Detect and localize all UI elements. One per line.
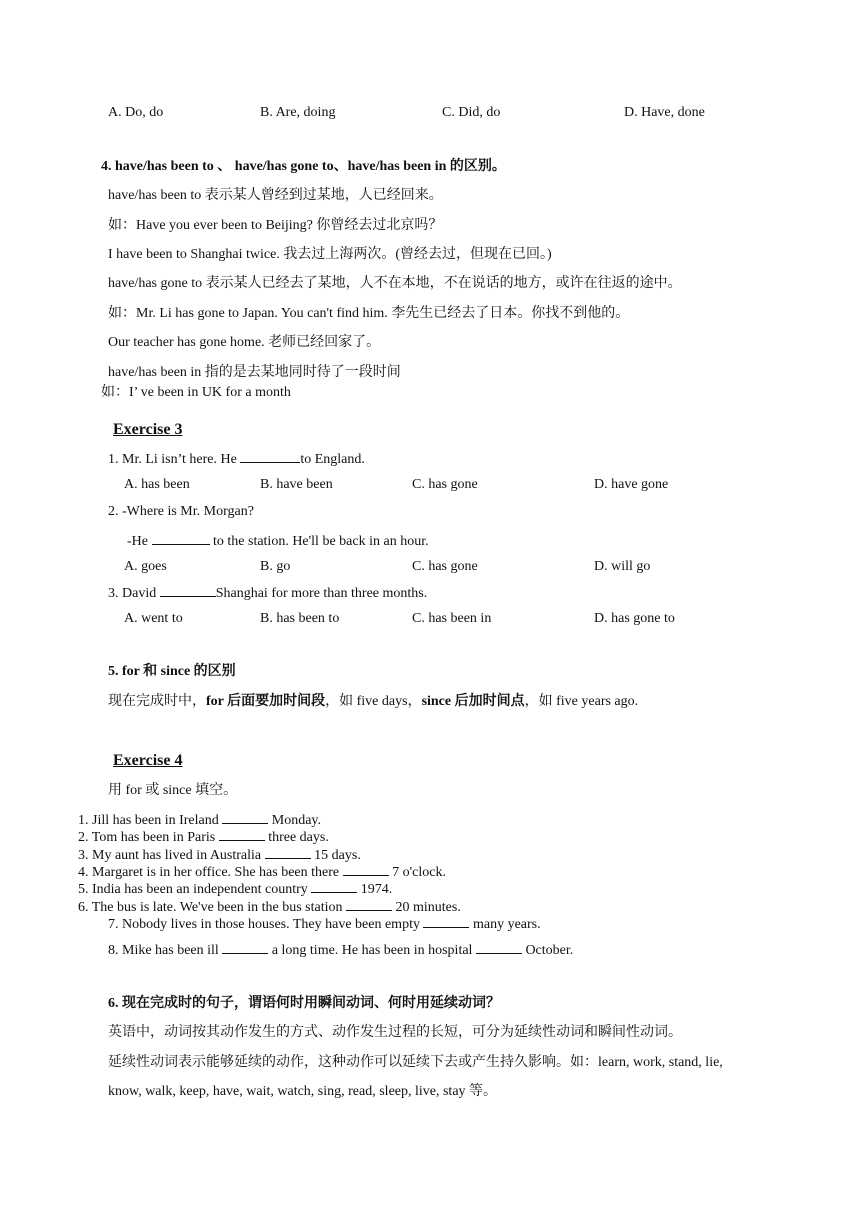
item-text: 3. My aunt has lived in Australia [78, 848, 265, 863]
q1-text-a: 1. Mr. Li isn’t here. He [108, 452, 241, 467]
section6-line: know, walk, keep, have, wait, watch, sing, read, sleep, live, stay 等。 [108, 1084, 498, 1099]
q2-option-d: D. will go [594, 559, 651, 574]
item-text: many years. [469, 917, 541, 932]
section5-text: ，如 five days， [325, 694, 422, 709]
item-blank[interactable] [311, 880, 357, 893]
section5-emphasis: since 后加时间点 [421, 694, 525, 709]
exercise3-q2: 2. -Where is Mr. Morgan? [108, 504, 254, 519]
q1-text-b: to England. [300, 452, 365, 467]
section5-text: ，如 five years ago. [524, 694, 639, 709]
q2-text-b2: to the station. He'll be back in an hour. [209, 534, 429, 549]
item-blank[interactable] [343, 863, 389, 876]
section4-line: have/has gone to 表示某人已经去了某地，人不在本地，不在说话的地方，或许在往返的途中。 [108, 276, 682, 291]
section6-line: 延续性动词表示能够延续的动作，这种动作可以延续下去或产生持久影响。如：learn, work, stand, lie, [108, 1055, 723, 1070]
section4-line: Our teacher has gone home. 老师已经回家了。 [108, 335, 381, 350]
exercise4-item [108, 941, 573, 960]
section5-paragraph [108, 693, 638, 711]
section6-heading: 6. 现在完成时的句子，谓语何时用瞬间动词、何时用延续动词？ [108, 996, 500, 1011]
item-text: 7 o'clock. [388, 865, 446, 880]
q3-option-b: B. has been to [260, 611, 340, 626]
top-option-a: A. Do, do [108, 105, 164, 120]
item-blank[interactable] [222, 941, 268, 954]
item-text: 2. Tom has been in Paris [78, 830, 219, 845]
section4-line: have/has been in 指的是去某地同时待了一段时间 [108, 365, 401, 380]
top-option-c: C. Did, do [442, 105, 501, 120]
item-blank[interactable] [219, 828, 265, 841]
section5-heading: 5. for 和 since 的区别 [108, 664, 236, 679]
exercise3-q2-answer [127, 532, 429, 551]
exercise4-item [108, 915, 541, 934]
section4-line: 如：I’ ve been in UK for a month [101, 385, 291, 400]
top-option-d: D. Have, done [624, 105, 705, 120]
item-blank[interactable] [423, 915, 469, 928]
q3-option-c: C. has been in [412, 611, 492, 626]
section5-text: 现在完成时中， [108, 694, 206, 709]
item-text: 1974. [357, 882, 393, 897]
section4-line: have/has been to 表示某人曾经到过某地，人已经回来。 [108, 188, 443, 203]
q3-blank[interactable] [160, 584, 216, 597]
section4-line: 如：Mr. Li has gone to Japan. You can't find him. 李先生已经去了日本。你找不到他的。 [108, 306, 630, 321]
exercise4-instruction: 用 for 或 since 填空。 [108, 783, 238, 798]
exercise3-q3 [108, 584, 427, 603]
section4-heading: 4. have/has been to 、 have/has gone to、have/has been in 的区别。 [101, 159, 506, 174]
q2-text-b1: -He [127, 534, 152, 549]
q1-option-d: D. have gone [594, 477, 669, 492]
item-text: 1. Jill has been in Ireland [78, 813, 223, 828]
q3-text-a: 3. David [108, 586, 160, 601]
item-text: Monday. [268, 813, 322, 828]
item-text: 7. Nobody lives in those houses. They have been empty [108, 917, 424, 932]
section6-line: 英语中，动词按其动作发生的方式、动作发生过程的长短，可分为延续性动词和瞬间性动词。 [108, 1025, 682, 1040]
item-text: three days. [264, 830, 329, 845]
item-blank[interactable] [265, 846, 311, 859]
item-text: 8. Mike has been ill [108, 943, 223, 958]
section4-line: 如：Have you ever been to Beijing? 你曾经去过北京吗？ [108, 218, 443, 233]
q3-option-a: A. went to [124, 611, 183, 626]
exercise3-q1 [108, 450, 365, 469]
q1-blank[interactable] [240, 450, 300, 463]
item-blank[interactable] [346, 898, 392, 911]
q2-blank[interactable] [152, 532, 210, 545]
item-blank[interactable] [222, 811, 268, 824]
exercise3-title: Exercise 3 [113, 421, 183, 438]
item-text: a long time. He has been in hospital [268, 943, 476, 958]
q3-option-d: D. has gone to [594, 611, 675, 626]
q1-option-c: C. has gone [412, 477, 478, 492]
item-text: 15 days. [310, 848, 361, 863]
exercise4-title: Exercise 4 [113, 752, 183, 769]
q1-option-b: B. have been [260, 477, 333, 492]
item-text: 20 minutes. [392, 900, 461, 915]
item-text: October. [521, 943, 574, 958]
item-text: 6. The bus is late. We've been in the bus station [78, 900, 346, 915]
exercise4-item [78, 828, 329, 847]
q1-option-a: A. has been [124, 477, 190, 492]
item-text: 4. Margaret is in her office. She has been there [78, 865, 343, 880]
section4-line: I have been to Shanghai twice. 我去过上海两次。(曾经去过，但现在已回。) [108, 247, 552, 262]
q3-text-b: Shanghai for more than three months. [215, 586, 428, 601]
top-option-b: B. Are, doing [260, 105, 336, 120]
item-text: 5. India has been an independent country [78, 882, 312, 897]
q2-option-b: B. go [260, 559, 291, 574]
item-blank[interactable] [476, 941, 522, 954]
q2-option-c: C. has gone [412, 559, 478, 574]
exercise4-item [78, 880, 392, 899]
q2-option-a: A. goes [124, 559, 167, 574]
section5-emphasis: for 后面要加时间段 [206, 694, 326, 709]
